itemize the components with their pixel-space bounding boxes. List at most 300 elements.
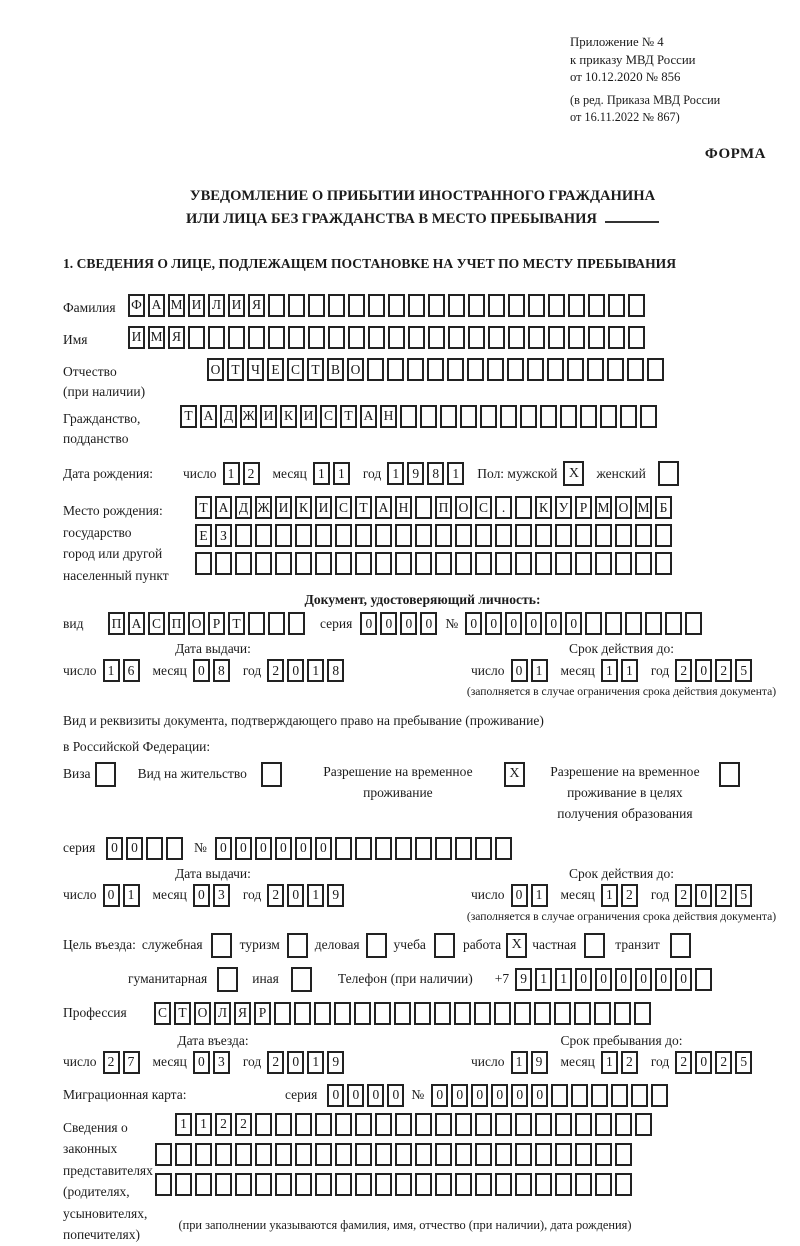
char-cell[interactable] [315,1143,332,1166]
char-cell[interactable]: 0 [103,884,120,907]
char-cell[interactable] [468,294,485,317]
char-cell[interactable] [447,358,464,381]
char-cell[interactable]: С [335,496,352,519]
char-cell[interactable] [455,1173,472,1196]
char-cell[interactable] [415,552,432,575]
char-cell[interactable] [448,294,465,317]
char-cell[interactable]: 2 [675,659,692,682]
char-cell[interactable]: 1 [195,1113,212,1136]
char-cell[interactable] [355,524,372,547]
char-cell[interactable] [395,524,412,547]
char-cell[interactable] [455,1113,472,1136]
char-cell[interactable] [355,552,372,575]
char-cell[interactable] [395,1113,412,1136]
char-cell[interactable] [255,552,272,575]
char-cell[interactable] [375,524,392,547]
char-cell[interactable]: И [260,405,277,428]
char-cell[interactable] [348,326,365,349]
char-cell[interactable]: Р [575,496,592,519]
char-cell[interactable] [487,358,504,381]
char-cell[interactable]: 0 [565,612,582,635]
char-cell[interactable] [575,1113,592,1136]
char-cell[interactable] [274,1002,291,1025]
char-cell[interactable] [448,326,465,349]
char-cell[interactable]: Е [195,524,212,547]
char-cell[interactable]: С [320,405,337,428]
char-cell[interactable]: Р [254,1002,271,1025]
char-cell[interactable] [571,1084,588,1107]
char-cell[interactable]: 0 [471,1084,488,1107]
char-cell[interactable]: А [375,496,392,519]
char-cell[interactable]: Б [655,496,672,519]
char-cell[interactable] [585,612,602,635]
char-cell[interactable] [275,1143,292,1166]
char-cell[interactable] [554,1002,571,1025]
char-cell[interactable]: 1 [313,462,330,485]
char-cell[interactable] [235,1143,252,1166]
char-cell[interactable] [495,1143,512,1166]
char-cell[interactable]: 8 [213,659,230,682]
char-cell[interactable] [328,326,345,349]
char-cell[interactable] [355,1173,372,1196]
char-cell[interactable]: Н [380,405,397,428]
char-cell[interactable] [415,1143,432,1166]
char-cell[interactable]: 0 [675,968,692,991]
char-cell[interactable] [288,612,305,635]
char-cell[interactable] [235,552,252,575]
char-cell[interactable] [215,1173,232,1196]
char-cell[interactable] [275,1173,292,1196]
char-cell[interactable]: И [228,294,245,317]
char-cell[interactable] [555,552,572,575]
char-cell[interactable] [535,1143,552,1166]
char-cell[interactable]: 5 [735,884,752,907]
purpose-transit-checkbox[interactable] [670,933,691,958]
char-cell[interactable] [188,326,205,349]
char-cell[interactable] [355,1143,372,1166]
char-cell[interactable]: К [280,405,297,428]
char-cell[interactable] [475,1173,492,1196]
char-cell[interactable]: 0 [655,968,672,991]
char-cell[interactable] [315,552,332,575]
char-cell[interactable] [587,358,604,381]
char-cell[interactable]: 0 [505,612,522,635]
char-cell[interactable] [475,837,492,860]
char-cell[interactable] [375,1173,392,1196]
char-cell[interactable]: Т [355,496,372,519]
char-cell[interactable]: 0 [327,1084,344,1107]
char-cell[interactable] [655,524,672,547]
char-cell[interactable]: 1 [387,462,404,485]
char-cell[interactable]: 8 [427,462,444,485]
char-cell[interactable] [615,1173,632,1196]
char-cell[interactable]: 1 [307,1051,324,1074]
char-cell[interactable] [468,326,485,349]
char-cell[interactable]: 0 [287,1051,304,1074]
char-cell[interactable]: 0 [275,837,292,860]
char-cell[interactable] [515,1143,532,1166]
sex-female-checkbox[interactable] [658,461,679,486]
char-cell[interactable] [175,1143,192,1166]
char-cell[interactable] [588,294,605,317]
char-cell[interactable] [695,968,712,991]
char-cell[interactable]: И [315,496,332,519]
char-cell[interactable]: Л [214,1002,231,1025]
char-cell[interactable] [355,1113,372,1136]
char-cell[interactable] [235,524,252,547]
char-cell[interactable]: Я [234,1002,251,1025]
char-cell[interactable] [288,294,305,317]
char-cell[interactable]: 0 [695,659,712,682]
char-cell[interactable] [415,496,432,519]
purpose-private-checkbox[interactable] [584,933,605,958]
char-cell[interactable]: 1 [447,462,464,485]
char-cell[interactable]: И [300,405,317,428]
char-cell[interactable] [665,612,682,635]
char-cell[interactable] [611,1084,628,1107]
char-cell[interactable]: О [455,496,472,519]
char-cell[interactable]: С [475,496,492,519]
char-cell[interactable]: 9 [327,884,344,907]
char-cell[interactable] [335,552,352,575]
char-cell[interactable] [228,326,245,349]
char-cell[interactable] [255,1143,272,1166]
char-cell[interactable]: 0 [695,884,712,907]
char-cell[interactable] [455,1143,472,1166]
option-residence-permit-checkbox[interactable] [261,762,282,787]
char-cell[interactable] [535,552,552,575]
char-cell[interactable]: 0 [465,612,482,635]
char-cell[interactable] [315,524,332,547]
char-cell[interactable] [500,405,517,428]
char-cell[interactable] [508,294,525,317]
char-cell[interactable]: 0 [635,968,652,991]
char-cell[interactable]: С [287,358,304,381]
option-temp-residence-checkbox[interactable]: X [504,762,525,787]
char-cell[interactable]: 0 [491,1084,508,1107]
char-cell[interactable]: 1 [531,884,548,907]
char-cell[interactable] [615,1143,632,1166]
char-cell[interactable] [255,1113,272,1136]
char-cell[interactable]: . [495,496,512,519]
char-cell[interactable] [155,1173,172,1196]
char-cell[interactable]: 0 [193,884,210,907]
char-cell[interactable] [588,326,605,349]
char-cell[interactable] [175,1173,192,1196]
char-cell[interactable]: О [347,358,364,381]
purpose-business-checkbox[interactable] [211,933,232,958]
char-cell[interactable] [388,326,405,349]
purpose-study-checkbox[interactable] [434,933,455,958]
char-cell[interactable] [375,552,392,575]
char-cell[interactable]: В [327,358,344,381]
purpose-work-checkbox[interactable]: X [506,933,527,958]
char-cell[interactable]: П [435,496,452,519]
char-cell[interactable] [248,612,265,635]
char-cell[interactable] [335,524,352,547]
char-cell[interactable]: 2 [621,884,638,907]
char-cell[interactable] [387,358,404,381]
char-cell[interactable] [467,358,484,381]
char-cell[interactable] [535,1173,552,1196]
char-cell[interactable]: 3 [213,884,230,907]
char-cell[interactable] [428,294,445,317]
char-cell[interactable] [395,837,412,860]
char-cell[interactable]: О [207,358,224,381]
char-cell[interactable]: Р [208,612,225,635]
char-cell[interactable]: Ж [240,405,257,428]
char-cell[interactable] [591,1084,608,1107]
char-cell[interactable] [555,1113,572,1136]
char-cell[interactable] [528,294,545,317]
char-cell[interactable] [428,326,445,349]
char-cell[interactable]: И [275,496,292,519]
char-cell[interactable] [608,326,625,349]
char-cell[interactable]: 9 [531,1051,548,1074]
char-cell[interactable]: А [128,612,145,635]
char-cell[interactable]: К [295,496,312,519]
char-cell[interactable] [368,294,385,317]
char-cell[interactable] [605,612,622,635]
char-cell[interactable] [208,326,225,349]
char-cell[interactable] [255,524,272,547]
char-cell[interactable] [388,294,405,317]
char-cell[interactable] [514,1002,531,1025]
char-cell[interactable]: 0 [400,612,417,635]
char-cell[interactable] [455,837,472,860]
char-cell[interactable] [455,524,472,547]
char-cell[interactable]: 0 [485,612,502,635]
char-cell[interactable] [315,1173,332,1196]
char-cell[interactable] [248,326,265,349]
char-cell[interactable]: 2 [243,462,260,485]
char-cell[interactable] [555,1173,572,1196]
char-cell[interactable]: 2 [675,1051,692,1074]
char-cell[interactable] [555,1143,572,1166]
char-cell[interactable]: 1 [123,884,140,907]
char-cell[interactable] [495,524,512,547]
char-cell[interactable] [415,837,432,860]
char-cell[interactable] [395,1173,412,1196]
char-cell[interactable] [195,1143,212,1166]
char-cell[interactable]: 0 [287,884,304,907]
char-cell[interactable] [454,1002,471,1025]
char-cell[interactable]: 0 [511,1084,528,1107]
char-cell[interactable]: 1 [511,1051,528,1074]
char-cell[interactable]: Ф [128,294,145,317]
option-temp-residence-edu-checkbox[interactable] [719,762,740,787]
char-cell[interactable] [420,405,437,428]
char-cell[interactable]: Т [195,496,212,519]
char-cell[interactable] [595,1113,612,1136]
char-cell[interactable]: 0 [511,884,528,907]
char-cell[interactable] [495,552,512,575]
char-cell[interactable]: Т [180,405,197,428]
char-cell[interactable] [315,1113,332,1136]
char-cell[interactable]: С [154,1002,171,1025]
char-cell[interactable]: 1 [601,1051,618,1074]
char-cell[interactable]: 0 [380,612,397,635]
char-cell[interactable]: У [555,496,572,519]
char-cell[interactable]: 0 [235,837,252,860]
char-cell[interactable] [551,1084,568,1107]
char-cell[interactable] [435,1143,452,1166]
char-cell[interactable]: 1 [531,659,548,682]
char-cell[interactable] [560,405,577,428]
char-cell[interactable] [394,1002,411,1025]
char-cell[interactable] [535,1113,552,1136]
char-cell[interactable] [475,552,492,575]
char-cell[interactable]: М [168,294,185,317]
char-cell[interactable]: М [595,496,612,519]
char-cell[interactable]: 0 [545,612,562,635]
char-cell[interactable]: 1 [103,659,120,682]
char-cell[interactable] [620,405,637,428]
char-cell[interactable]: Т [340,405,357,428]
char-cell[interactable] [407,358,424,381]
char-cell[interactable]: 0 [511,659,528,682]
char-cell[interactable]: 1 [621,659,638,682]
char-cell[interactable] [515,552,532,575]
char-cell[interactable]: Н [395,496,412,519]
char-cell[interactable] [440,405,457,428]
char-cell[interactable]: 7 [123,1051,140,1074]
char-cell[interactable]: 0 [193,1051,210,1074]
char-cell[interactable] [607,358,624,381]
char-cell[interactable] [615,552,632,575]
char-cell[interactable] [348,294,365,317]
char-cell[interactable] [568,326,585,349]
char-cell[interactable] [460,405,477,428]
char-cell[interactable] [608,294,625,317]
char-cell[interactable] [455,552,472,575]
char-cell[interactable] [375,837,392,860]
char-cell[interactable]: 2 [621,1051,638,1074]
char-cell[interactable] [495,1173,512,1196]
char-cell[interactable]: Т [227,358,244,381]
char-cell[interactable]: 0 [575,968,592,991]
char-cell[interactable] [295,1113,312,1136]
char-cell[interactable] [575,524,592,547]
char-cell[interactable]: 0 [420,612,437,635]
char-cell[interactable]: 2 [267,659,284,682]
char-cell[interactable] [628,326,645,349]
char-cell[interactable]: О [194,1002,211,1025]
purpose-tourism-checkbox[interactable] [287,933,308,958]
char-cell[interactable] [527,358,544,381]
char-cell[interactable]: 0 [695,1051,712,1074]
char-cell[interactable] [235,1173,252,1196]
char-cell[interactable] [595,1173,612,1196]
char-cell[interactable]: Л [208,294,225,317]
char-cell[interactable]: 1 [333,462,350,485]
char-cell[interactable] [595,552,612,575]
char-cell[interactable] [655,552,672,575]
char-cell[interactable] [628,294,645,317]
char-cell[interactable] [295,1173,312,1196]
char-cell[interactable] [475,524,492,547]
char-cell[interactable] [474,1002,491,1025]
char-cell[interactable]: 2 [215,1113,232,1136]
char-cell[interactable] [515,1173,532,1196]
char-cell[interactable] [475,1143,492,1166]
char-cell[interactable]: Т [174,1002,191,1025]
char-cell[interactable]: 5 [735,1051,752,1074]
char-cell[interactable] [640,405,657,428]
option-visa-checkbox[interactable] [95,762,116,787]
char-cell[interactable]: 2 [267,884,284,907]
char-cell[interactable] [400,405,417,428]
char-cell[interactable]: 0 [347,1084,364,1107]
char-cell[interactable]: 0 [287,659,304,682]
char-cell[interactable] [631,1084,648,1107]
char-cell[interactable]: 0 [367,1084,384,1107]
char-cell[interactable]: 0 [531,1084,548,1107]
char-cell[interactable] [535,524,552,547]
char-cell[interactable] [547,358,564,381]
char-cell[interactable]: П [108,612,125,635]
char-cell[interactable] [574,1002,591,1025]
char-cell[interactable]: О [615,496,632,519]
char-cell[interactable] [275,1113,292,1136]
char-cell[interactable] [651,1084,668,1107]
char-cell[interactable]: О [188,612,205,635]
char-cell[interactable]: И [128,326,145,349]
char-cell[interactable] [434,1002,451,1025]
char-cell[interactable]: 0 [431,1084,448,1107]
char-cell[interactable]: 0 [215,837,232,860]
char-cell[interactable]: М [635,496,652,519]
char-cell[interactable] [415,1173,432,1196]
char-cell[interactable] [268,294,285,317]
char-cell[interactable] [548,326,565,349]
char-cell[interactable] [507,358,524,381]
char-cell[interactable] [295,524,312,547]
char-cell[interactable] [634,1002,651,1025]
char-cell[interactable] [155,1143,172,1166]
char-cell[interactable] [594,1002,611,1025]
char-cell[interactable] [540,405,557,428]
char-cell[interactable]: 0 [525,612,542,635]
char-cell[interactable] [645,612,662,635]
char-cell[interactable]: 1 [601,884,618,907]
char-cell[interactable] [488,326,505,349]
char-cell[interactable] [314,1002,331,1025]
char-cell[interactable] [480,405,497,428]
char-cell[interactable]: 2 [103,1051,120,1074]
char-cell[interactable]: Я [168,326,185,349]
char-cell[interactable]: 1 [175,1113,192,1136]
char-cell[interactable]: 9 [515,968,532,991]
char-cell[interactable] [354,1002,371,1025]
char-cell[interactable]: 0 [387,1084,404,1107]
char-cell[interactable] [495,1113,512,1136]
sex-male-checkbox[interactable]: X [563,461,584,486]
char-cell[interactable] [575,1173,592,1196]
char-cell[interactable] [435,1113,452,1136]
char-cell[interactable] [295,1143,312,1166]
char-cell[interactable]: 3 [213,1051,230,1074]
char-cell[interactable] [375,1113,392,1136]
char-cell[interactable]: К [535,496,552,519]
char-cell[interactable] [614,1002,631,1025]
char-cell[interactable]: 0 [451,1084,468,1107]
char-cell[interactable] [415,1113,432,1136]
char-cell[interactable] [435,1173,452,1196]
char-cell[interactable]: П [168,612,185,635]
char-cell[interactable] [495,837,512,860]
char-cell[interactable] [635,524,652,547]
